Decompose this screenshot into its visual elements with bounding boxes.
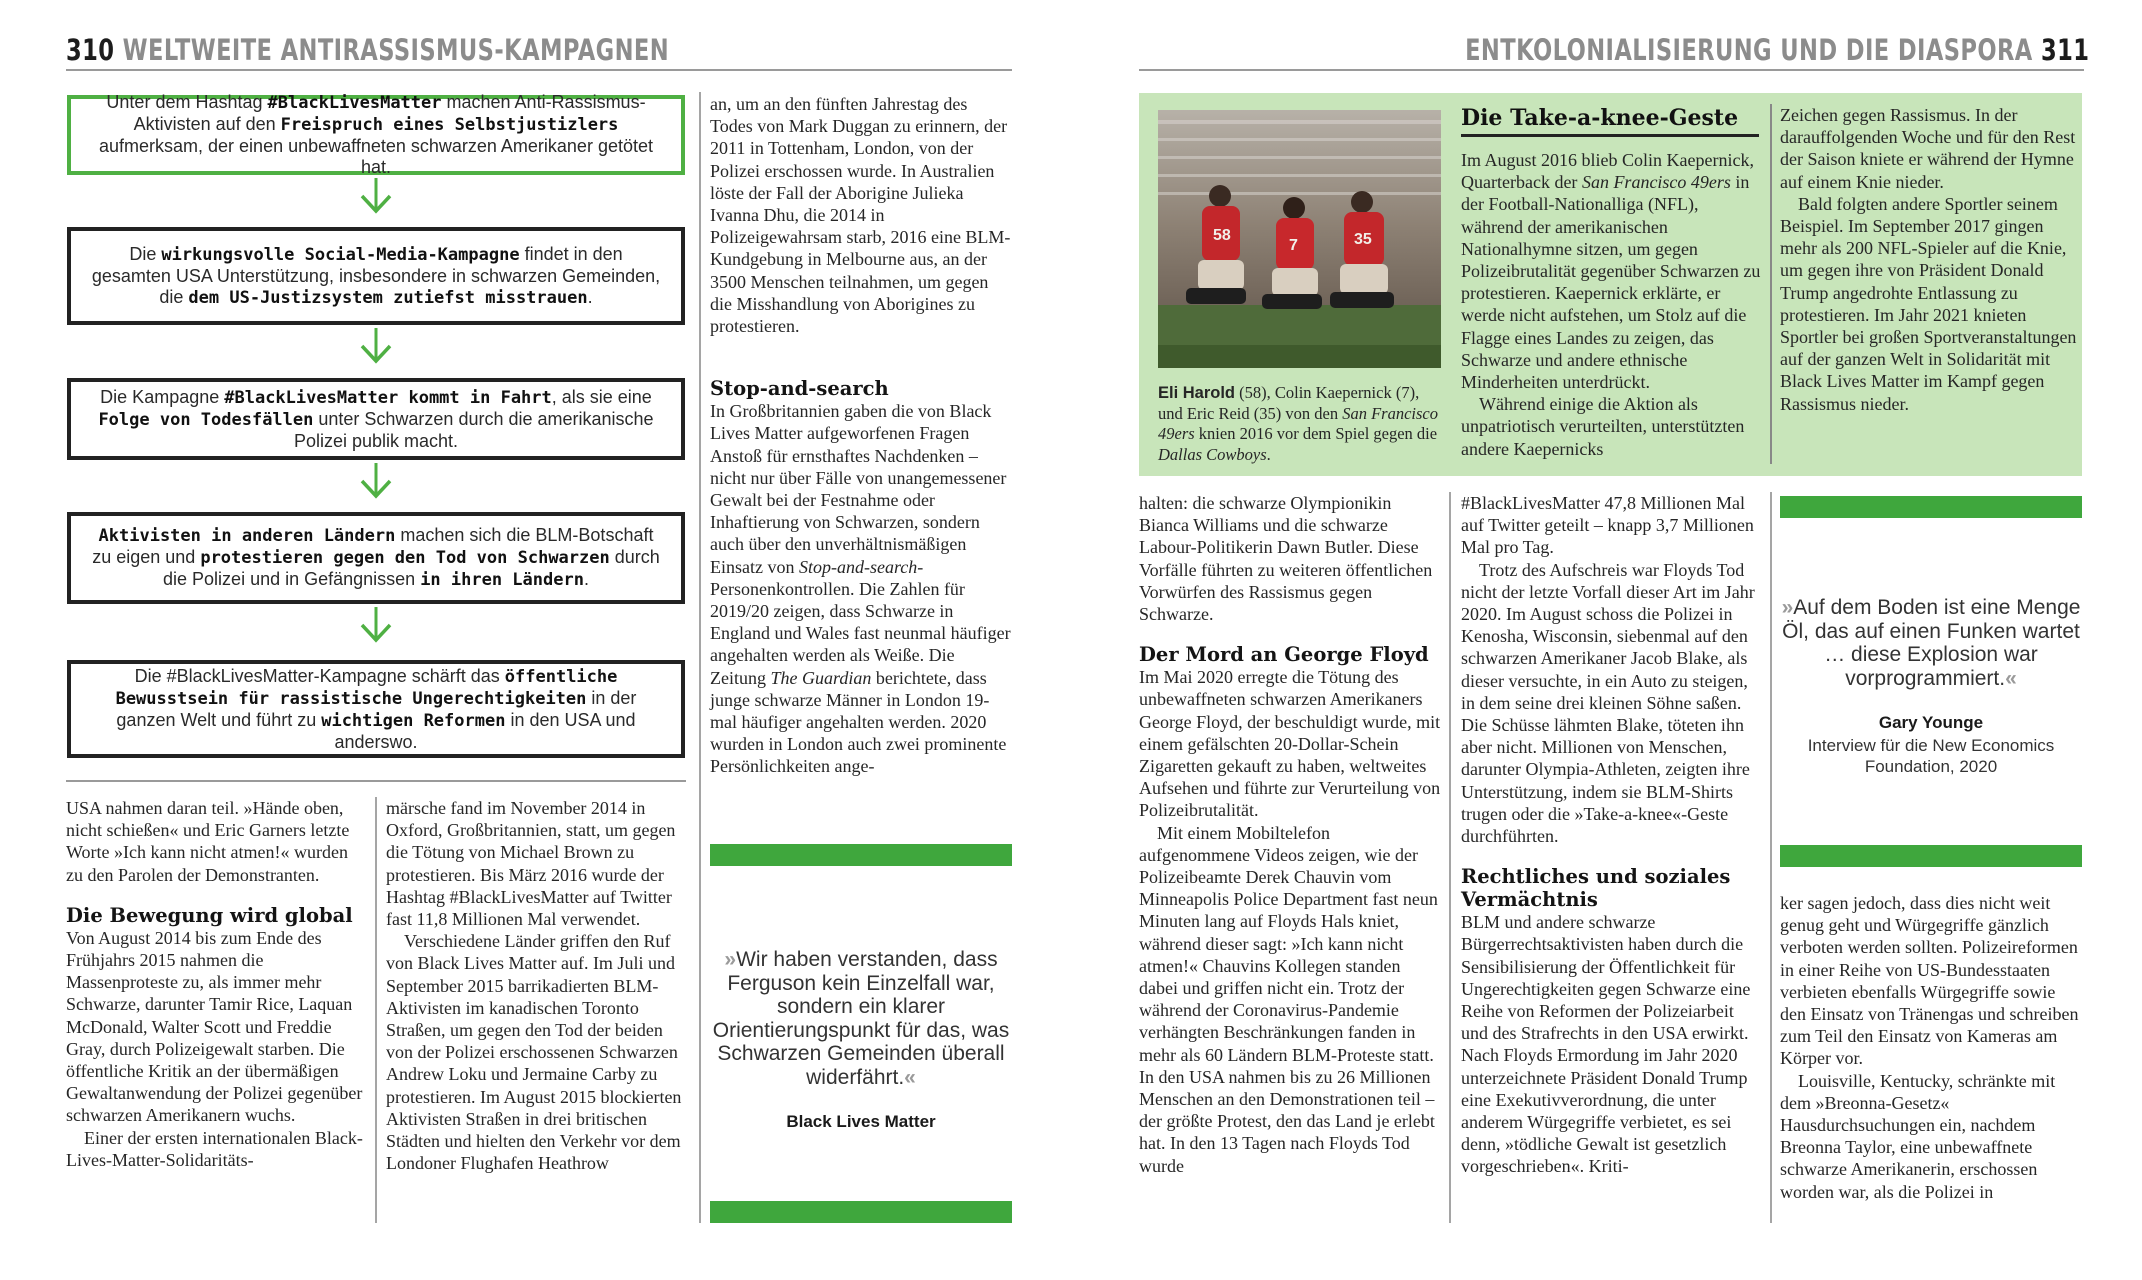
sidebar-title-rule: [1461, 134, 1759, 137]
quote-bar-bottom: [710, 1201, 1012, 1223]
col-c-paragraph: an, um an den fünften Jahrestag des Todes von Mark Duggan zu erinnern, der 2011 in Tottenham, London, von der Polizei erschossen wurde. In Australien löste der Fall der Aborigine Julieka Ivanna Dhu, die 2014 in Polizeigewahrsam starb, 2016 eine BLM-Kundgebung in Melbourne aus, an der 3500 Menschen teilnahmen, um gegen die Misshandlung von Aborigines zu protestieren.: [710, 94, 1011, 337]
pull-quote-author: Gary Younge: [1878, 713, 1984, 732]
col-f-paragraph: ker sagen jedoch, dass dies nicht weit genug geht und Würgegriffe gänzlich verboten werden sollten. Polizeireformen in einer Reihe von US-Bundesstaaten verbieten ebenfalls Würgegriffe sowie den Einsatz von Tränengas und schreiben zum Teil den Einsatz von Kameras am Körper vor.: [1780, 893, 2079, 1069]
photo-caption: Eli Harold (58), Colin Kaepernick (7), und Eric Reid (35) von den San Francisco 49ers knien 2016 vor dem Spiel gegen die Dallas Cowboys.: [1158, 383, 1438, 464]
column-e: [1461, 492, 1761, 1178]
flow-arrow-icon: [356, 178, 396, 214]
photo-players-kneeling: [1158, 110, 1441, 368]
col-d-paragraph: Mit einem Mobiltelefon aufgenommene Videos zeigen, wie der Polizeibeamte Derek Chauvin vom Minneapolis Police Department fast neun Minuten lang auf Floyds Hals kniet, während dieser sagt: »Ich kann nicht atmen!« Chauvins Kollegen standen dabei und griffen nicht ein. Trotz der während der Coronavirus-Pandemie verhängten Beschränkungen fanden in mehr als 60 Ländern BLM-Proteste statt. In den USA nahmen bis zu 26 Millionen Menschen an den Demonstrationen teil – der größte Protest, den das Land je erlebt hat. In den 13 Tagen nach Floyds Tod wurde: [1139, 822, 1438, 1176]
column-b: [386, 797, 686, 1174]
sidebar-column-1: Im August 2016 blieb Colin Kaepernick, Quarterback der San Francisco 49ers in der Football-Nationalliga (NFL), während der amerikanischen Nationalhymne sitzen, um gegen Polizeibrutalität gegenüber Schwarzen zu protestieren. Kaepernick erklärte, er werde nicht aufstehen, um Stolz auf die Flagge eines Landes zu zeigen, das Schwarze und andere ethnische Minderheiten unterdrückt. Während einige die Aktion als unpatriotisch verurteilten, unterstützten andere Kaepernicks: [1461, 150, 1761, 459]
col-a-paragraph: USA nahmen daran teil. »Hände oben, nicht schießen« und Eric Garners letzte Worte »Ich kann nicht atmen!« wurden zu den Parolen der Demonstranten.: [66, 798, 350, 885]
flowchart-box-5: Die #BlackLivesMatter-Kampagne schärft das öffentliche Bewusstsein für rassistische Ungerechtigkeiten in der ganzen Welt und führt zu wichtigen Reformen in den USA und anderswo.: [67, 660, 685, 758]
pull-quote-source: Interview für die New Economics Foundation, 2020: [1807, 736, 2055, 776]
col-d-paragraph: Im Mai 2020 erregte die Tötung des unbewaffneten schwarzen Amerikaners George Floyd, der beschuldigt wurde, mit einem gefälschten 20-Dollar-Schein Zigaretten gekauft zu haben, weltweites Aufsehen und führte zur Verurteilung von Polizeibrutalität.: [1139, 667, 1441, 821]
sidebar-column-2: Zeichen gegen Rassismus. In der darauffolgenden Woche und für den Rest der Saison kniete er während der Hymne auf einem Knie nieder. Bald folgten andere Sportler seinem Beispiel. Im September 2017 gingen mehr als 200 NFL-Spieler auf die Knie, um gegen ihre von Präsident Donald Trump angedrohte Entlassung zu protestieren. Im Jahr 2021 knieten Sportler bei großen Sportveranstaltungen auf der ganzen Welt in Solidarität mit Black Lives Matter im Kampf gegen Rassismus nieder.: [1780, 105, 2077, 414]
subhead-stop-and-search: Stop-and-search: [710, 377, 889, 401]
column-divider: [375, 797, 377, 1223]
right-running-title: ENTKOLONIALISIERUNG UND DIE DIASPORA: [1464, 33, 2033, 67]
column-divider: [1770, 492, 1772, 1223]
quote-bar-top: [710, 844, 1012, 866]
column-divider: [1449, 492, 1451, 1223]
flowchart-box-4: Aktivisten in anderen Ländern machen sich die BLM-Botschaft zu eigen und protestieren gegen den Tod von Schwarzen durch die Polizei und in Gefängnissen in ihren Ländern.: [67, 512, 685, 604]
subhead-george-floyd: Der Mord an George Floyd: [1139, 643, 1429, 667]
sidebar-title: Die Take-a-knee-Geste: [1461, 105, 1739, 131]
pull-quote: »Auf dem Boden ist eine Menge Öl, das auf einen Funken wartet … diese Explosion war vorprogrammiert.«: [1781, 596, 2081, 690]
column-divider: [699, 92, 701, 1223]
svg-text:58: 58: [1213, 227, 1231, 244]
col-a-paragraph: Von August 2014 bis zum Ende des Frühjahrs 2015 nahmen die Massenproteste zu, als immer mehr Schwarze, darunter Tamir Rice, Laquan McDonald, Walter Scott und Freddie Gray, durch Polizeigewalt starben. Die öffentliche Kritik an der übermäßigen Gewaltanwendung der Polizei gegenüber schwarzen Amerikanern wuchs.: [66, 927, 363, 1126]
flow-arrow-icon: [356, 463, 396, 499]
pull-quote-author: Black Lives Matter: [786, 1112, 936, 1131]
col-d-paragraph: halten: die schwarze Olympionikin Bianca Williams und die schwarze Labour-Politikerin Dawn Butler. Diese Vorfälle führten zu weiteren öffentlichen Vorwürfen des Rassismus gegen Schwarze.: [1139, 493, 1433, 625]
left-page-header: [66, 33, 669, 67]
quote-bar-top: [1780, 496, 2082, 518]
right-page-header: [1465, 33, 2089, 67]
right-header-rule: [1139, 69, 2084, 71]
col-b-paragraph: Verschiedene Länder griffen den Ruf von Black Lives Matter auf. Im Juli und September 2015 barrikadierten BLM-Aktivisten im kanadischen Toronto Straßen, um gegen den Tod der beiden von der Polizei erschossenen Schwarzen Andrew Loku und Jermaine Carby zu protestieren. Im August 2015 blockierten Aktivisten Straßen in drei britischen Städten und hielten den Verkehr vor dem Londoner Flughafen Heathrow: [386, 931, 682, 1174]
col-e-paragraph: #BlackLivesMatter 47,8 Millionen Mal auf Twitter geteilt – knapp 3,7 Millionen Mal pro Tag.: [1461, 493, 1754, 558]
svg-text:35: 35: [1354, 231, 1372, 248]
column-d: [1139, 492, 1441, 1177]
subhead-global: Die Bewegung wird global: [66, 903, 353, 927]
left-header-rule: [66, 69, 1012, 71]
column-c: [710, 93, 1012, 778]
left-page-number: 310: [66, 33, 115, 67]
col-e-paragraph: BLM und andere schwarze Bürgerrechtsaktivisten haben durch die Sensibilisierung der Öffentlichkeit für Ungerechtigkeiten gegen Schwarze eine Reihe von Reformen der Polizeiarbeit und des Strafrechts in den USA erwirkt. Nach Floyds Ermordung im Jahr 2020 unterzeichnete Präsident Donald Trump eine Exekutivverordnung, die unter anderem Würgegriffe verbietet, es sei denn, »tödliche Gewalt ist gesetzlich vorgeschrieben«. Kriti-: [1461, 912, 1751, 1177]
column-a: [66, 797, 366, 1171]
col-c-paragraph: In Großbritannien gaben die von Black Lives Matter aufgeworfenen Fragen Anstoß für ernsthaftes Nachdenken – nicht nur über Fälle von unangemessener Gewalt bei der Festnahme oder Inhaftierung von Schwarzen, sondern auch über den unverhältnismäßigen Einsatz von Stop-and-search-Personenkontrollen. Die Zahlen für 2019/20 zeigen, dass Schwarze in England und Wales fast neunmal häufiger angehalten werden als Weiße. Die Zeitung The Guardian berichtete, dass junge schwarze Männer in London 19-mal häufiger angehalten werden. 2020 wurden in London auch zwei prominente Persönlichkeiten ange-: [710, 401, 1011, 777]
svg-text:7: 7: [1289, 237, 1298, 254]
pull-quote: »Wir haben verstanden, dass Ferguson kein Einzelfall war, sondern ein klarer Orientierungspunkt für das, was Schwarzen Gemeinden überall widerfährt.«: [712, 948, 1010, 1089]
col-a-paragraph: Einer der ersten internationalen Black-Lives-Matter-Solidaritäts-: [66, 1127, 363, 1170]
flow-arrow-icon: [356, 607, 396, 643]
right-page-number: 311: [2040, 33, 2089, 67]
column-divider: [1770, 104, 1772, 464]
flow-arrow-icon: [356, 328, 396, 364]
subhead-legacy: Rechtliches und soziales Vermächtnis: [1461, 865, 1731, 912]
flowchart-box-2: Die wirkungsvolle Social-Media-Kampagne findet in den gesamten USA Unterstützung, insbesondere in schwarzen Gemeinden, die dem US-Justizsystem zutiefst misstrauen.: [67, 227, 685, 325]
flowchart-box-1: Unter dem Hashtag #BlackLivesMatter machen Anti-Rassismus-Aktivisten auf den Freispruch eines Selbstjustizlers aufmerksam, der einen unbewaffneten schwarzen Amerikaner getötet hat.: [67, 95, 685, 175]
flowchart-bottom-rule: [66, 780, 686, 782]
flowchart-box-3: Die Kampagne #BlackLivesMatter kommt in Fahrt, als sie eine Folge von Todesfällen unter Schwarzen durch die amerikanische Polizei publik macht.: [67, 378, 685, 460]
left-running-title: WELTWEITE ANTIRASSISMUS-KAMPAGNEN: [122, 33, 670, 67]
col-b-paragraph: märsche fand im November 2014 in Oxford, Großbritannien, statt, um gegen die Tötung von Michael Brown zu protestieren. Bis März 2016 wurde der Hashtag #BlackLivesMatter auf Twitter fast 11,8 Millionen Mal verwendet.: [386, 798, 676, 930]
col-f-paragraph: Louisville, Kentucky, schränkte mit dem »Breonna-Gesetz« Hausdurchsuchungen ein, nachdem Breonna Taylor, eine unbewaffnete schwarze Amerikanerin, erschossen worden war, als die Polizei in: [1780, 1070, 2056, 1202]
column-f: [1780, 892, 2082, 1203]
col-e-paragraph: Trotz des Aufschreis war Floyds Tod nicht der letzte Vorfall dieser Art im Jahr 2020. Im August schoss die Polizei in Kenosha, Wisconsin, siebenmal auf den schwarzen Amerikaner Jacob Blake, als dieser versuchte, in ein Auto zu steigen, in dem seine drei kleinen Söhne saßen. Die Schüsse lähmten Blake, töteten ihn aber nicht. Millionen von Menschen, darunter Olympia-Athleten, zeigten ihre Unterstützung, indem sie BLM-Shirts trugen oder die »Take-a-knee«-Geste durchführten.: [1461, 559, 1755, 847]
quote-bar-bottom: [1780, 845, 2082, 867]
